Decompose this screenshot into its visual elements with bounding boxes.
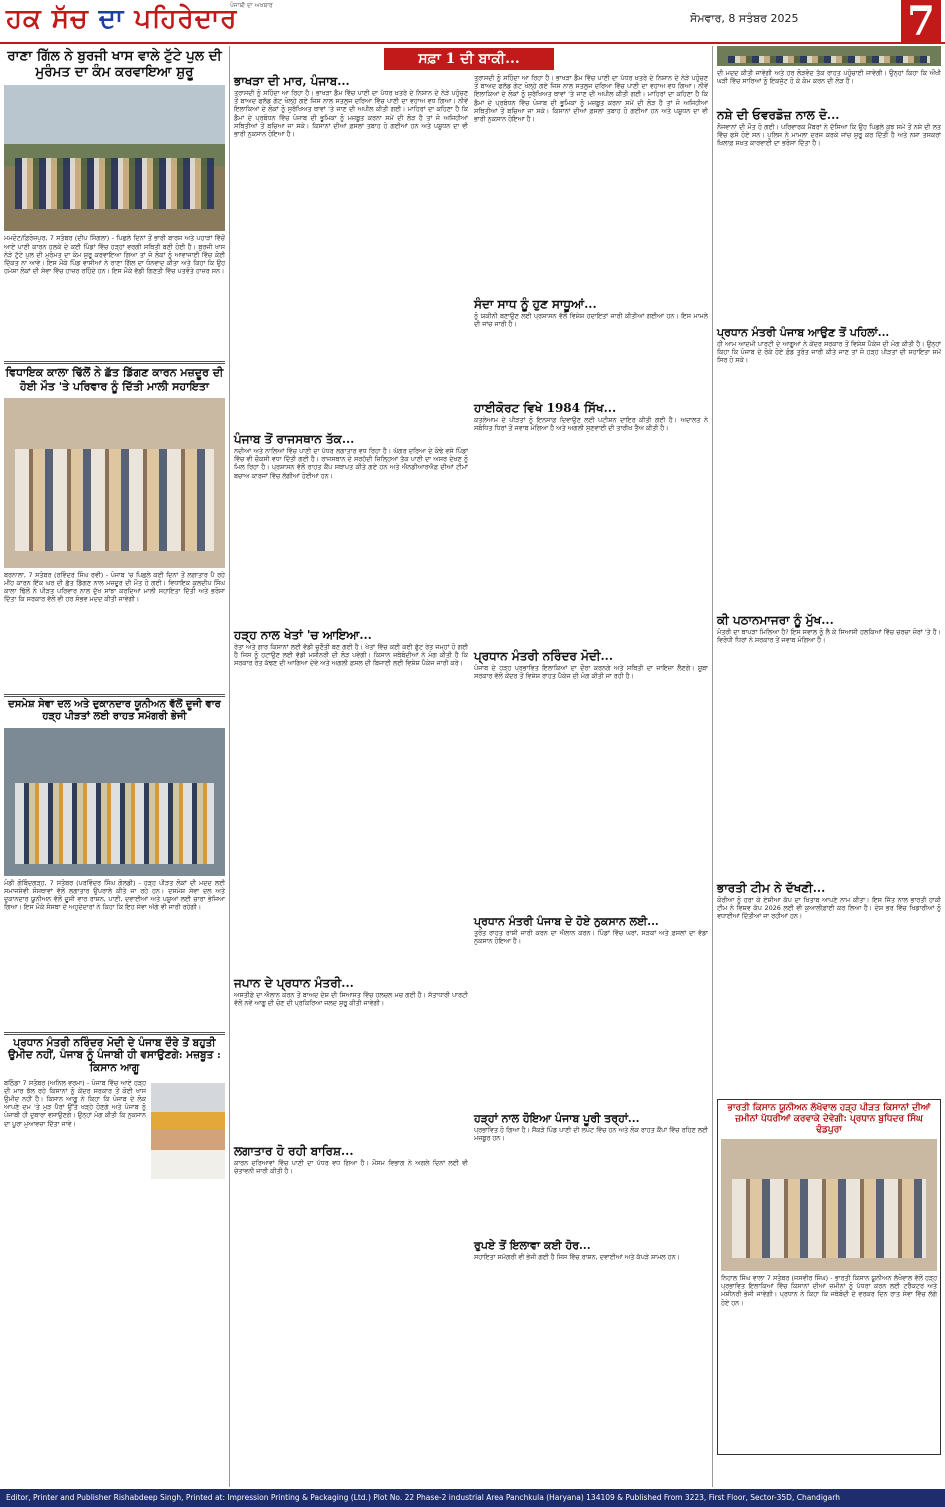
s1-headline: ਭਾਖੜਾ ਦੀ ਮਾਰ, ਪੰਜਾਬ... [234, 74, 350, 88]
s4-headline: ਜਪਾਨ ਦੇ ਪ੍ਰਧਾਨ ਮੰਤਰੀ... [234, 976, 354, 990]
s9-body: ਤੁਰੰਤ ਰਾਹਤ ਰਾਸ਼ੀ ਜਾਰੀ ਕਰਨ ਦਾ ਐਲਾਨ ਕਰਨ। ਪਿੰਡਾਂ ਵਿੱਚ ਘਰਾਂ, ਸੜਕਾਂ ਅਤੇ ਫ਼ਸਲਾਂ ਦਾ ਵੱਡਾ ਨੁਕਸਾਨ ਹੋਇਆ ਹੈ। [474, 929, 708, 946]
story2-photo [4, 398, 225, 568]
story4-body: ਬਠਿੰਡਾ 7 ਸਤੰਬਰ (ਅਨਿਲ ਵਰਮਾ) - ਪੰਜਾਬ ਵਿੱਚ ਆਏ ਹੜ੍ਹ ਦੀ ਮਾਰ ਝੱਲ ਰਹੇ ਕਿਸਾਨਾਂ ਨੂੰ ਕੇਂਦਰ ਸਰਕਾਰ ਤੋਂ ਕੋਈ ਖਾਸ ਉਮੀਦ ਨਹੀਂ ਹੈ। ਕਿਸਾਨ ਆਗੂ ਨੇ ਕਿਹਾ ਕਿ ਪੰਜਾਬ ਦੇ ਲੋਕ ਆਪਣੇ ਦਮ 'ਤੇ ਮੁੜ ਪੈਰਾਂ ਉੱਤੇ ਖੜ੍ਹੇ ਹੋਣਗੇ ਅਤੇ ਪੰਜਾਬ ਨੂੰ ਪੰਜਾਬੀ ਹੀ ਦੁਬਾਰਾ ਵਸਾਉਣਗੇ। ਉਨ੍ਹਾਂ ਮੰਗ ਕੀਤੀ ਕਿ ਨੁਕਸਾਨ ਦਾ ਪੂਰਾ ਮੁਆਵਜ਼ਾ ਦਿੱਤਾ ਜਾਵੇ। [4, 1078, 146, 1128]
r5-body: ਨਿਹਾਲ ਸਿੰਘ ਵਾਲਾ 7 ਸਤੰਬਰ (ਜਸਵੀਰ ਸਿੰਘ) - ਭਾਰਤੀ ਕਿਸਾਨ ਯੂਨੀਅਨ ਲੱਖੋਵਾਲ ਵੱਲੋਂ ਹੜ੍ਹ ਪ੍ਰਭਾਵਿਤ ਇਲਾਕਿਆਂ ਵਿੱਚ ਕਿਸਾਨਾਂ ਦੀਆਂ ਜ਼ਮੀਨਾਂ ਨੂੰ ਪੱਧਰਾ ਕਰਨ ਲਈ ਟਰੈਕਟਰ ਅਤੇ ਮਸ਼ੀਨਰੀ ਭੇਜੀ ਜਾਵੇਗੀ। ਪ੍ਰਧਾਨ ਨੇ ਕਿਹਾ ਕਿ ਜਥੇਬੰਦੀ ਦੇ ਵਰਕਰ ਦਿਨ ਰਾਤ ਸੇਵਾ ਵਿੱਚ ਲੱਗੇ ਹੋਏ ਹਨ। [721, 1274, 937, 1307]
title-mid: ਦਾ [98, 4, 125, 34]
lakhowal-story-box [717, 1099, 941, 1455]
issue-date: ਸੋਮਵਾਰ, 8 ਸਤੰਬਰ 2025 [690, 12, 799, 25]
newspaper-title [6, 4, 237, 35]
s6-body: ਨੂੰ ਯਕੀਨੀ ਬਣਾਉਣ ਲਈ ਪ੍ਰਸ਼ਾਸਨ ਵੱਲੋਂ ਵਿਸ਼ੇਸ਼ ਹਦਾਇਤਾਂ ਜਾਰੀ ਕੀਤੀਆਂ ਗਈਆਂ ਹਨ। ਇਸ ਮਾਮਲੇ ਦੀ ਜਾਂਚ ਜਾਰੀ ਹੈ। [474, 312, 708, 329]
left-column [0, 46, 230, 1487]
s4-body: ਅਸਤੀਫ਼ੇ ਦਾ ਐਲਾਨ ਕਰਨ ਤੋਂ ਬਾਅਦ ਦੇਸ਼ ਦੀ ਸਿਆਸਤ ਵਿੱਚ ਹਲਚਲ ਮਚ ਗਈ ਹੈ। ਸੱਤਾਧਾਰੀ ਪਾਰਟੀ ਵੱਲੋਂ ਨਵੇਂ ਆਗੂ ਦੀ ਚੋਣ ਦੀ ਪ੍ਰਕਿਰਿਆ ਜਲਦ ਸ਼ੁਰੂ ਕੀਤੀ ਜਾਵੇਗੀ। [234, 991, 468, 1008]
story3-photo [4, 728, 225, 876]
title-left: ਹਕ ਸੱਚ [6, 4, 89, 34]
intro-body: ਦੀ ਮਦਦ ਕੀਤੀ ਜਾਵੇਗੀ ਅਤੇ ਹਰ ਲੋੜਵੰਦ ਤੱਕ ਰਾਹਤ ਪਹੁੰਚਾਈ ਜਾਵੇਗੀ। ਉਨ੍ਹਾਂ ਕਿਹਾ ਕਿ ਔਖੀ ਘੜੀ ਵਿੱਚ ਸਾਰਿਆਂ ਨੂੰ ਇਕਜੁੱਟ ਹੋ ਕੇ ਕੰਮ ਕਰਨ ਦੀ ਲੋੜ ਹੈ। [717, 69, 941, 86]
story4-headline: ਪ੍ਰਧਾਨ ਮੰਤਰੀ ਨਰਿੰਦਰ ਮੋਦੀ ਦੇ ਪੰਜਾਬ ਦੌਰੇ ਤੋਂ ਬਹੁਤੀ ਉਮੀਦ ਨਹੀਂ, ਪੰਜਾਬ ਨੂੰ ਪੰਜਾਬੀ ਹੀ ਵਸਾਉਣਗੇ: ਮਜ਼ਬੂਤ : ਕਿਸਾਨ ਆਗੂ [8, 1036, 221, 1074]
r1-headline: ਨਸ਼ੇ ਦੀ ਓਵਰਡੋਜ਼ ਨਾਲ ਦੋ... [717, 108, 840, 122]
s8-headline: ਪ੍ਰਧਾਨ ਮੰਤਰੀ ਨਰਿੰਦਰ ਮੋਦੀ... [474, 649, 614, 663]
s11-headline: ਰੁਪਏ ਤੋਂ ਇਲਾਵਾ ਕਈ ਹੋਰ... [474, 1239, 591, 1252]
s10-headline: ਹੜ੍ਹਾਂ ਨਾਲ ਹੋਇਆ ਪੰਜਾਬ ਪੂਰੀ ਤਰ੍ਹਾਂ... [474, 1112, 640, 1125]
r3-headline: ਕੀ ਪਠਾਨਮਾਜਰਾ ਨੂੰ ਮੁੱਖ... [717, 613, 834, 627]
story4-block [4, 1079, 225, 1249]
right-column [712, 46, 945, 1487]
s3-body: ਰੇਤਾ ਅਤੇ ਗਾਰ ਕਿਸਾਨਾਂ ਲਈ ਵੱਡੀ ਚੁਣੌਤੀ ਬਣ ਗਈ ਹੈ। ਖੇਤਾਂ ਵਿੱਚ ਕਈ ਕਈ ਫੁੱਟ ਰੇਤ ਜਮ੍ਹਾਂ ਹੋ ਗਈ ਹੈ ਜਿਸ ਨੂੰ ਹਟਾਉਣ ਲਈ ਵੱਡੀ ਮਸ਼ੀਨਰੀ ਦੀ ਲੋੜ ਪਵੇਗੀ। ਕਿਸਾਨ ਜਥੇਬੰਦੀਆਂ ਨੇ ਮੰਗ ਕੀਤੀ ਹੈ ਕਿ ਸਰਕਾਰ ਰੇਤ ਕੱਢਣ ਦੀ ਆਗਿਆ ਦੇਵੇ ਅਤੇ ਅਗਲੀ ਫ਼ਸਲ ਦੀ ਬਿਜਾਈ ਲਈ ਵਿਸ਼ੇਸ਼ ਪੈਕੇਜ ਜਾਰੀ ਕਰੇ। [234, 643, 468, 668]
s11-body: ਸਹਾਇਤਾ ਸਮੱਗਰੀ ਵੀ ਭੇਜੀ ਗਈ ਹੈ ਜਿਸ ਵਿੱਚ ਰਾਸ਼ਨ, ਦਵਾਈਆਂ ਅਤੇ ਕੱਪੜੇ ਸ਼ਾਮਲ ਹਨ। [474, 1253, 680, 1261]
s10-body: ਪ੍ਰਭਾਵਿਤ ਹੋ ਗਿਆ ਹੈ। ਸੈਂਕੜੇ ਪਿੰਡ ਪਾਣੀ ਦੀ ਲਪੇਟ ਵਿੱਚ ਹਨ ਅਤੇ ਲੋਕ ਰਾਹਤ ਕੈਂਪਾਂ ਵਿੱਚ ਰਹਿਣ ਲਈ ਮਜਬੂਰ ਹਨ। [474, 1126, 708, 1143]
r3-body: ਮੰਤਰੀ ਦਾ ਥਾਪੜਾ ਮਿਲਿਆ ਹੈ? ਇਸ ਸਵਾਲ ਨੂੰ ਲੈ ਕੇ ਸਿਆਸੀ ਹਲਕਿਆਂ ਵਿੱਚ ਚਰਚਾ ਜ਼ੋਰਾਂ 'ਤੇ ਹੈ। ਵਿਰੋਧੀ ਧਿਰਾਂ ਨੇ ਸਰਕਾਰ ਤੋਂ ਜਵਾਬ ਮੰਗਿਆ ਹੈ। [717, 628, 941, 645]
s6-headline: ਸੰਦਾ ਸਾਧ ਨੂੰ ਹੁਣ ਸਾਧੂਆਂ... [474, 297, 597, 311]
s2-body: ਨਦੀਆਂ ਅਤੇ ਨਾਲਿਆਂ ਵਿੱਚ ਪਾਣੀ ਦਾ ਪੱਧਰ ਲਗਾਤਾਰ ਵਧ ਰਿਹਾ ਹੈ। ਘੱਗਰ ਦਰਿਆ ਦੇ ਕੰਢੇ ਵਸੇ ਪਿੰਡਾਂ ਵਿੱਚ ਵੀ ਚੌਕਸੀ ਵਧਾ ਦਿੱਤੀ ਗਈ ਹੈ। ਰਾਜਸਥਾਨ ਦੇ ਸਰਹੱਦੀ ਜ਼ਿਲ੍ਹਿਆਂ ਤੱਕ ਪਾਣੀ ਦਾ ਅਸਰ ਦੇਖਣ ਨੂੰ ਮਿਲ ਰਿਹਾ ਹੈ। ਪ੍ਰਸ਼ਾਸਨ ਵੱਲੋਂ ਰਾਹਤ ਕੈਂਪ ਸਥਾਪਤ ਕੀਤੇ ਗਏ ਹਨ ਅਤੇ ਐਨਡੀਆਰਐਫ਼ ਦੀਆਂ ਟੀਮਾਂ ਬਚਾਅ ਕਾਰਜਾਂ ਵਿੱਚ ਲੱਗੀਆਂ ਹੋਈਆਂ ਹਨ। [234, 447, 468, 480]
imprint-footer: Editor, Printer and Publisher Rishabdeep Singh, Printed at: Impression Printing & Packaging (Ltd.) Plot No. 22 Phase-2 industrial Area Panchkula (Haryana) 134109 & Published From 3223, First Floor, Sector-35D, Chandigarh [0, 1489, 945, 1507]
s2-headline: ਪੰਜਾਬ ਤੋਂ ਰਾਜਸਥਾਨ ਤੱਕ... [234, 432, 355, 446]
r1-body: ਨੌਜਵਾਨਾਂ ਦੀ ਮੌਤ ਹੋ ਗਈ। ਪਰਿਵਾਰਕ ਮੈਂਬਰਾਂ ਨੇ ਦੱਸਿਆ ਕਿ ਉਹ ਪਿਛਲੇ ਕੁਝ ਸਮੇਂ ਤੋਂ ਨਸ਼ੇ ਦੀ ਲਤ ਵਿੱਚ ਫਸੇ ਹੋਏ ਸਨ। ਪੁਲਿਸ ਨੇ ਮਾਮਲਾ ਦਰਜ ਕਰਕੇ ਜਾਂਚ ਸ਼ੁਰੂ ਕਰ ਦਿੱਤੀ ਹੈ ਅਤੇ ਨਸ਼ਾ ਤਸਕਰਾਂ ਖ਼ਿਲਾਫ਼ ਸਖ਼ਤ ਕਾਰਵਾਈ ਦਾ ਭਰੋਸਾ ਦਿੱਤਾ ਹੈ। [717, 123, 941, 148]
r4-headline: ਭਾਰਤੀ ਟੀਮ ਨੇ ਦੱਖਣੀ... [717, 881, 826, 895]
r4-body: ਕੋਰੀਆ ਨੂੰ ਹਰਾ ਕੇ ਏਸ਼ੀਆ ਕੱਪ ਦਾ ਖ਼ਿਤਾਬ ਆਪਣੇ ਨਾਮ ਕੀਤਾ। ਇਸ ਜਿੱਤ ਨਾਲ ਭਾਰਤੀ ਹਾਕੀ ਟੀਮ ਨੇ ਵਿਸ਼ਵ ਕੱਪ 2026 ਲਈ ਵੀ ਕੁਆਲੀਫ਼ਾਈ ਕਰ ਲਿਆ ਹੈ। ਦੇਸ਼ ਭਰ ਵਿੱਚ ਖਿਡਾਰੀਆਂ ਨੂੰ ਵਧਾਈਆਂ ਦਿੱਤੀਆਂ ਜਾ ਰਹੀਆਂ ਹਨ। [717, 896, 941, 921]
page-number: 7 [901, 0, 941, 44]
s3-headline: ਹੜ੍ਹ ਨਾਲ ਖੇਤਾਂ 'ਚ ਆਇਆ... [234, 628, 372, 642]
center-right-subcolumn [474, 74, 708, 1323]
s1-cont-body: ਤ੍ਰਾਸਦੀ ਨੂੰ ਸਹਿੰਦਾ ਆ ਰਿਹਾ ਹੈ। ਭਾਖੜਾ ਡੈਮ ਵਿੱਚ ਪਾਣੀ ਦਾ ਪੱਧਰ ਖ਼ਤਰੇ ਦੇ ਨਿਸ਼ਾਨ ਦੇ ਨੇੜੇ ਪਹੁੰਚਣ ਤੋਂ ਬਾਅਦ ਫਲੱਡ ਗੇਟ ਖੋਲ੍ਹੇ ਗਏ ਜਿਸ ਨਾਲ ਸਤਲੁਜ ਦਰਿਆ ਵਿੱਚ ਪਾਣੀ ਦਾ ਵਹਾਅ ਵਧ ਗਿਆ। ਨੀਵੇਂ ਇਲਾਕਿਆਂ ਦੇ ਲੋਕਾਂ ਨੂੰ ਸੁਰੱਖਿਅਤ ਥਾਵਾਂ 'ਤੇ ਜਾਣ ਦੀ ਅਪੀਲ ਕੀਤੀ ਗਈ। ਮਾਹਿਰਾਂ ਦਾ ਕਹਿਣਾ ਹੈ ਕਿ ਡੈਮਾਂ ਦੇ ਪ੍ਰਬੰਧਨ ਵਿੱਚ ਪੰਜਾਬ ਦੀ ਭੂਮਿਕਾ ਨੂੰ ਮਜ਼ਬੂਤ ਕਰਨਾ ਸਮੇਂ ਦੀ ਲੋੜ ਹੈ ਤਾਂ ਜੋ ਅਜਿਹੀਆਂ ਸਥਿਤੀਆਂ ਤੋਂ ਬਚਿਆ ਜਾ ਸਕੇ। ਕਿਸਾਨਾਂ ਦੀਆਂ ਫ਼ਸਲਾਂ ਤਬਾਹ ਹੋ ਗਈਆਂ ਹਨ ਅਤੇ ਪਸ਼ੂਧਨ ਦਾ ਵੀ ਭਾਰੀ ਨੁਕਸਾਨ ਹੋਇਆ ਹੈ। [474, 74, 708, 124]
s7-body: ਕਤਲੇਆਮ ਦੇ ਪੀੜਤਾਂ ਨੂੰ ਇਨਸਾਫ਼ ਦਿਵਾਉਣ ਲਈ ਪਟੀਸ਼ਨ ਦਾਇਰ ਕੀਤੀ ਗਈ ਹੈ। ਅਦਾਲਤ ਨੇ ਸਬੰਧਿਤ ਧਿਰਾਂ ਤੋਂ ਜਵਾਬ ਮੰਗਿਆ ਹੈ ਅਤੇ ਅਗਲੀ ਸੁਣਵਾਈ ਦੀ ਤਾਰੀਖ਼ ਤੈਅ ਕੀਤੀ ਹੈ। [474, 416, 708, 433]
title-right: ਪਹਿਰੇਦਾਰ [134, 4, 238, 34]
r2-headline: ਪ੍ਰਧਾਨ ਮੰਤਰੀ ਪੰਜਾਬ ਆਉਣ ਤੋਂ ਪਹਿਲਾਂ... [717, 326, 890, 339]
center-left-subcolumn [234, 74, 468, 1299]
story1-headline: ਰਾਣਾ ਗਿੱਲ ਨੇ ਬੁਰਜੀ ਖਾਸ ਵਾਲੇ ਟੁੱਟੇ ਪੁਲ ਦੀ ਮੁਰੰਮਤ ਦਾ ਕੰਮ ਕਰਵਾਇਆ ਸ਼ੁਰੂ [7, 48, 222, 81]
s8-body: ਪੰਜਾਬ ਦੇ ਹੜ੍ਹ ਪ੍ਰਭਾਵਿਤ ਇਲਾਕਿਆਂ ਦਾ ਦੌਰਾ ਕਰਨਗੇ ਅਤੇ ਸਥਿਤੀ ਦਾ ਜਾਇਜ਼ਾ ਲੈਣਗੇ। ਸੂਬਾ ਸਰਕਾਰ ਵੱਲੋਂ ਕੇਂਦਰ ਤੋਂ ਵਿਸ਼ੇਸ਼ ਰਾਹਤ ਪੈਕੇਜ ਦੀ ਮੰਗ ਕੀਤੀ ਜਾ ਰਹੀ ਹੈ। [474, 664, 708, 681]
story3-body: ਮੰਡੀ ਗੋਬਿੰਦਗੜ੍ਹ, 7 ਸਤੰਬਰ (ਪਰਵਿੰਦਰ ਸਿੰਘ ਗੋਲਡੀ) - ਹੜ੍ਹ ਪੀੜਤ ਲੋਕਾਂ ਦੀ ਮਦਦ ਲਈ ਸਮਾਜਸੇਵੀ ਸੰਸਥਾਵਾਂ ਵੱਲੋਂ ਲਗਾਤਾਰ ਉਪਰਾਲੇ ਕੀਤੇ ਜਾ ਰਹੇ ਹਨ। ਦਸਮੇਸ਼ ਸੇਵਾ ਦਲ ਅਤੇ ਦੁਕਾਨਦਾਰ ਯੂਨੀਅਨ ਵੱਲੋਂ ਦੂਜੀ ਵਾਰ ਰਾਸ਼ਨ, ਪਾਣੀ, ਦਵਾਈਆਂ ਅਤੇ ਪਸ਼ੂਆਂ ਲਈ ਚਾਰਾ ਭੇਜਿਆ ਗਿਆ। ਇਸ ਮੌਕੇ ਸੰਸਥਾ ਦੇ ਅਹੁਦੇਦਾਰਾਂ ਨੇ ਕਿਹਾ ਕਿ ਇਹ ਸੇਵਾ ਅੱਗੇ ਵੀ ਜਾਰੀ ਰਹੇਗੀ। [4, 878, 225, 912]
s7-headline: ਹਾਈਕੋਰਟ ਵਿਖੇ 1984 ਸਿੱਖ... [474, 401, 617, 415]
s5-headline: ਲਗਾਤਾਰ ਹੋ ਰਹੀ ਬਾਰਿਸ਼... [234, 1144, 354, 1158]
story3-headline: ਦਸਮੇਸ਼ ਸੇਵਾ ਦਲ ਅਤੇ ਦੁਕਾਨਦਾਰ ਯੂਨੀਅਨ ਵੱਲੋਂ ਦੂਜੀ ਵਾਰ ਹੜ੍ਹ ਪੀੜਤਾਂ ਲਈ ਰਾਹਤ ਸਮੱਗਰੀ ਭੇਜੀ [8, 698, 221, 722]
s9-headline: ਪ੍ਰਧਾਨ ਮੰਤਰੀ ਪੰਜਾਬ ਦੇ ਹੋਏ ਨੁਕਸਾਨ ਲਈ... [474, 915, 659, 928]
top-right-photo-strip [717, 46, 941, 66]
r2-body: ਹੀ ਆਮ ਆਦਮੀ ਪਾਰਟੀ ਦੇ ਆਗੂਆਂ ਨੇ ਕੇਂਦਰ ਸਰਕਾਰ ਤੋਂ ਵਿਸ਼ੇਸ਼ ਪੈਕੇਜ ਦੀ ਮੰਗ ਕੀਤੀ ਹੈ। ਉਨ੍ਹਾਂ ਕਿਹਾ ਕਿ ਪੰਜਾਬ ਦੇ ਰੋਕੇ ਹੋਏ ਫ਼ੰਡ ਤੁਰੰਤ ਜਾਰੀ ਕੀਤੇ ਜਾਣ ਤਾਂ ਜੋ ਹੜ੍ਹ ਪੀੜਤਾਂ ਦੀ ਸਹਾਇਤਾ ਸਮੇਂ ਸਿਰ ਹੋ ਸਕੇ। [717, 340, 941, 365]
farmer-union-photo [721, 1139, 937, 1271]
farmer-leader-portrait [151, 1083, 225, 1179]
center-column [234, 46, 708, 1487]
masthead [0, 0, 945, 44]
tagline: ਪੰਜਾਬੀ ਦਾ ਅਖਬਾਰ [230, 2, 273, 9]
r5-headline: ਭਾਰਤੀ ਕਿਸਾਨ ਯੂਨੀਅਨ ਲੱਖੋਵਾਲ ਹੜ੍ਹ ਪੀੜਤ ਕਿਸਾਨਾਂ ਦੀਆਂ ਜ਼ਮੀਨਾਂ ਪੱਧਰੀਆਂ ਕਰਵਾਕੇ ਦੇਵੇਗੀ: ਪ੍ਰਧਾਨ ਬੁਧਿਦਰ ਸਿੰਘ ਢੰਡਪੁਰਾ [727, 1103, 931, 1135]
s1-body: ਤ੍ਰਾਸਦੀ ਨੂੰ ਸਹਿੰਦਾ ਆ ਰਿਹਾ ਹੈ। ਭਾਖੜਾ ਡੈਮ ਵਿੱਚ ਪਾਣੀ ਦਾ ਪੱਧਰ ਖ਼ਤਰੇ ਦੇ ਨਿਸ਼ਾਨ ਦੇ ਨੇੜੇ ਪਹੁੰਚਣ ਤੋਂ ਬਾਅਦ ਫਲੱਡ ਗੇਟ ਖੋਲ੍ਹੇ ਗਏ ਜਿਸ ਨਾਲ ਸਤਲੁਜ ਦਰਿਆ ਵਿੱਚ ਪਾਣੀ ਦਾ ਵਹਾਅ ਵਧ ਗਿਆ। ਨੀਵੇਂ ਇਲਾਕਿਆਂ ਦੇ ਲੋਕਾਂ ਨੂੰ ਸੁਰੱਖਿਅਤ ਥਾਵਾਂ 'ਤੇ ਜਾਣ ਦੀ ਅਪੀਲ ਕੀਤੀ ਗਈ। ਮਾਹਿਰਾਂ ਦਾ ਕਹਿਣਾ ਹੈ ਕਿ ਡੈਮਾਂ ਦੇ ਪ੍ਰਬੰਧਨ ਵਿੱਚ ਪੰਜਾਬ ਦੀ ਭੂਮਿਕਾ ਨੂੰ ਮਜ਼ਬੂਤ ਕਰਨਾ ਸਮੇਂ ਦੀ ਲੋੜ ਹੈ ਤਾਂ ਜੋ ਅਜਿਹੀਆਂ ਸਥਿਤੀਆਂ ਤੋਂ ਬਚਿਆ ਜਾ ਸਕੇ। ਕਿਸਾਨਾਂ ਦੀਆਂ ਫ਼ਸਲਾਂ ਤਬਾਹ ਹੋ ਗਈਆਂ ਹਨ ਅਤੇ ਪਸ਼ੂਧਨ ਦਾ ਵੀ ਭਾਰੀ ਨੁਕਸਾਨ ਹੋਇਆ ਹੈ। [234, 89, 468, 139]
continued-banner: ਸਫ਼ਾ 1 ਦੀ ਬਾਕੀ... [384, 48, 554, 70]
story1-body: ਮਮਦੋਟ/ਫ਼ਿਰੋਜ਼ਪੁਰ, 7 ਸਤੰਬਰ (ਦੀਪ ਸਿੰਗਲਾ) - ਪਿਛਲੇ ਦਿਨਾਂ ਤੋਂ ਭਾਰੀ ਬਾਰਸ਼ ਅਤੇ ਪਹਾੜਾਂ ਵਿੱਚੋਂ ਆਏ ਪਾਣੀ ਕਾਰਨ ਹਲਕੇ ਦੇ ਕਈ ਪਿੰਡਾਂ ਵਿੱਚ ਹੜ੍ਹਾਂ ਵਰਗੀ ਸਥਿਤੀ ਬਣੀ ਹੋਈ ਹੈ। ਬੁਰਜੀ ਖਾਸ ਨੇੜੇ ਟੁੱਟੇ ਪੁਲ ਦੀ ਮੁਰੰਮਤ ਦਾ ਕੰਮ ਸ਼ੁਰੂ ਕਰਵਾਇਆ ਗਿਆ ਤਾਂ ਜੋ ਲੋਕਾਂ ਨੂੰ ਆਵਾਜਾਈ ਵਿੱਚ ਕੋਈ ਦਿੱਕਤ ਨਾ ਆਵੇ। ਇਸ ਮੌਕੇ ਪਿੰਡ ਵਾਸੀਆਂ ਨੇ ਰਾਣਾ ਗਿੱਲ ਦਾ ਧੰਨਵਾਦ ਕੀਤਾ ਅਤੇ ਕਿਹਾ ਕਿ ਉਹ ਹਮੇਸ਼ਾ ਲੋਕਾਂ ਦੀ ਸੇਵਾ ਵਿੱਚ ਹਾਜ਼ਰ ਰਹਿੰਦੇ ਹਨ। ਇਸ ਮੌਕੇ ਵੱਡੀ ਗਿਣਤੀ ਵਿੱਚ ਪਤਵੰਤੇ ਹਾਜ਼ਰ ਸਨ। [4, 234, 225, 276]
story1-photo [4, 85, 225, 231]
s5-body: ਕਾਰਨ ਦਰਿਆਵਾਂ ਵਿੱਚ ਪਾਣੀ ਦਾ ਪੱਧਰ ਵਧ ਗਿਆ ਹੈ। ਮੌਸਮ ਵਿਭਾਗ ਨੇ ਅਗਲੇ ਦਿਨਾਂ ਲਈ ਵੀ ਚੇਤਾਵਨੀ ਜਾਰੀ ਕੀਤੀ ਹੈ। [234, 1159, 468, 1176]
story2-body: ਬਰਨਾਲਾ, 7 ਸਤੰਬਰ (ਰਵਿੰਦਰ ਸਿੰਘ ਰਵੀ) - ਪੰਜਾਬ 'ਚ ਪਿਛਲੇ ਕਈ ਦਿਨਾਂ ਤੋਂ ਲਗਾਤਾਰ ਪੈ ਰਹੇ ਮੀਂਹ ਕਾਰਨ ਇੱਕ ਘਰ ਦੀ ਛੱਤ ਡਿੱਗਣ ਨਾਲ ਮਜ਼ਦੂਰ ਦੀ ਮੌਤ ਹੋ ਗਈ। ਵਿਧਾਇਕ ਕੁਲਦੀਪ ਸਿੰਘ ਕਾਲਾ ਢਿੱਲੋਂ ਨੇ ਪੀੜਤ ਪਰਿਵਾਰ ਨਾਲ ਦੁੱਖ ਸਾਂਝਾ ਕਰਦਿਆਂ ਮਾਲੀ ਸਹਾਇਤਾ ਦਿੱਤੀ ਅਤੇ ਭਰੋਸਾ ਦਿੱਤਾ ਕਿ ਸਰਕਾਰ ਵੱਲੋਂ ਵੀ ਹਰ ਸੰਭਵ ਮਦਦ ਕੀਤੀ ਜਾਵੇਗੀ। [4, 570, 225, 604]
story2-headline: ਵਿਧਾਇਕ ਕਾਲਾ ਢਿੱਲੋਂ ਨੇ ਛੱਤ ਡਿੱਗਣ ਕਾਰਨ ਮਜ਼ਦੂਰ ਦੀ ਹੋਈ ਮੌਤ 'ਤੇ ਪਰਿਵਾਰ ਨੂੰ ਦਿੱਤੀ ਮਾਲੀ ਸਹਾਇਤਾ [5, 366, 224, 393]
